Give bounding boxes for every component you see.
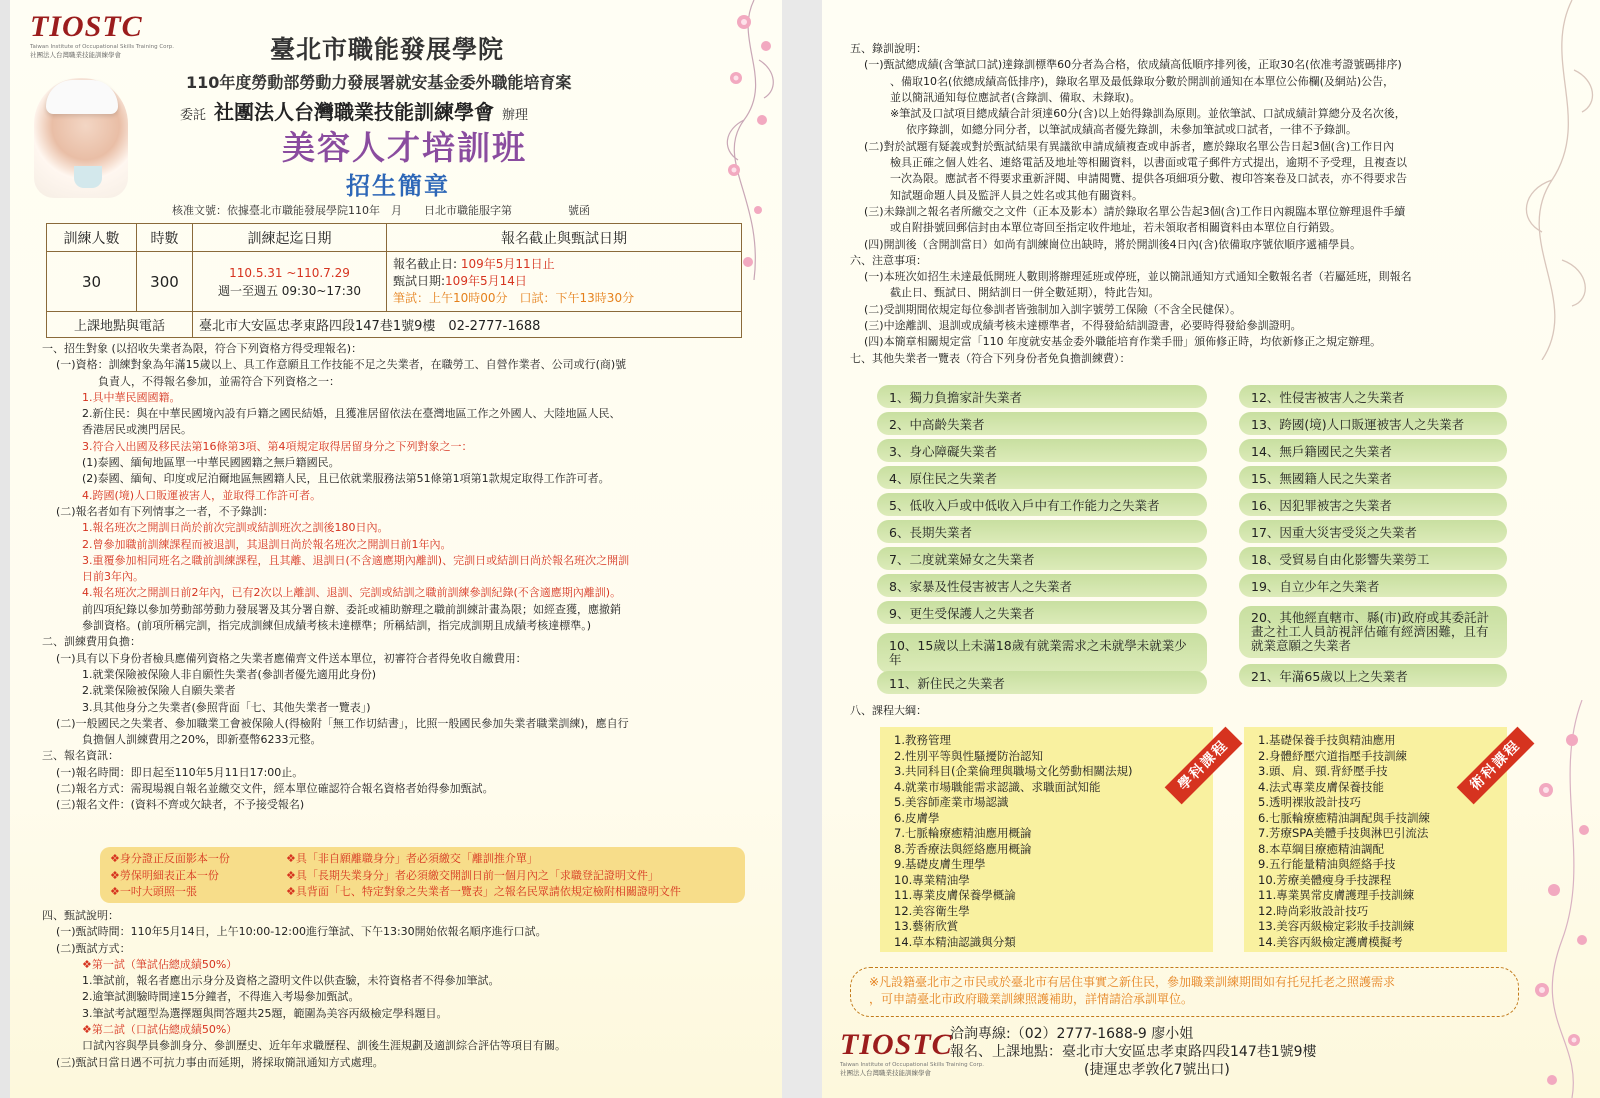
text-line: (四)開訓後（含開訓當日）如尚有訓練崗位出缺時，將於開訓後4日內(含)依備取序號依順序遞補學員。: [864, 237, 1362, 251]
required-document-item: ❖勞保明細表正本一份: [110, 868, 219, 882]
note-line-2: ，可申請臺北市政府職業訓練照護補助，詳情請洽承訓單位。: [869, 992, 1194, 1006]
practice-course-item: 10.芳療美體瘦身手技課程: [1258, 872, 1392, 887]
unemployed-item: 7、二度就業婦女之失業者: [877, 547, 1207, 570]
practice-course-item: 1.基礎保養手技與精油應用: [1258, 733, 1396, 747]
required-documents-box: [100, 847, 745, 903]
practice-course-item: 8.本草綱目療癒精油調配: [1258, 841, 1384, 856]
childcare-note: [850, 967, 1519, 1017]
course-heading: 八、課程大綱：: [850, 704, 927, 717]
theory-course-item: 8.芳香療法與經絡應用概論: [894, 841, 1032, 856]
header-period: 訓練起迄日期: [193, 224, 387, 252]
text-line: 前四項紀錄以參加勞動部勞動力發展署及其分署自辦、委託或補助辦理之職前訓練計畫為限；如經查獲，應撤銷: [82, 602, 621, 616]
text-line: 2.逾筆試測驗時間達15分鐘者，不得進入考場參加甄試。: [82, 990, 360, 1004]
text-line: 3.筆試考試題型為選擇題與問答題共25題，範圍為美容丙級檢定學科題目。: [82, 1006, 448, 1020]
text-line: 口試內容與學員參訓身分、參訓歷史、近年年求職歷程、訓後生涯規劃及適訓綜合評估等項目有關。: [82, 1039, 566, 1053]
exam-label: 甄試日期:: [393, 274, 446, 288]
theory-course-item: 3.共同科目(企業倫理與職場文化勞動相關法規): [894, 764, 1133, 778]
text-line: 2.就業保險被保險人自願失業者: [82, 684, 236, 698]
approval-text: 核准文號：依據臺北市職能發展學院110年 月 日北市職能服字第: [172, 204, 512, 217]
logo-mark: TIOSTC: [30, 10, 143, 43]
text-line: (一)甄試時間：110年5月14日，上午10:00-12:00進行筆試、下午13:30開始依報名順序進行口試。: [56, 925, 547, 939]
period-dates: 110.5.31 ~110.7.29: [229, 265, 350, 280]
training-period: [193, 252, 387, 312]
text-line: 日前3年內。: [82, 570, 144, 584]
text-line: 負責人，不得報名參加，並需符合下列資格之一：: [98, 374, 340, 388]
theory-course-item: 2.性別平等與性騷擾防治認知: [894, 748, 1043, 763]
approval-suffix: 號函: [568, 204, 590, 217]
left-body-text: [42, 341, 629, 814]
practice-course-item: 9.五行能量精油與經絡手技: [1258, 857, 1396, 871]
logo-english: Taiwan Institute of Occupational Skills Training Corp.: [30, 44, 175, 50]
text-line: 3.具其他身分之失業者(參照背面「七、其他失業者一覽表」): [82, 700, 371, 714]
program-title: 110年度勞動部勞動力發展署就安基金委外職能培育案: [186, 73, 572, 92]
text-line: 1.筆試前，報名者應出示身分及資格之證明文件以供查驗，未符資格者不得參加筆試。: [82, 974, 500, 988]
theory-ribbon: [1162, 735, 1232, 805]
text-line: ❖第二試（口試佔總成績50%）: [82, 1023, 238, 1037]
right-body-text: [850, 41, 1412, 367]
institute-title: 臺北市職能發展學院: [270, 35, 505, 64]
tiostc-logo: [30, 12, 174, 59]
theory-course-item: 6.皮膚學: [894, 810, 940, 825]
page-divider: [782, 0, 822, 1098]
text-line: (1)泰國、緬甸地區單一中華民國國籍之無戶籍國民。: [82, 456, 340, 470]
text-line: 或自附掛號回郵信封由本單位寄回至指定收件地址，若未領取者相關資料由本單位自行銷毀。: [890, 221, 1341, 235]
required-document-item: ❖身分證正反面影本一份: [110, 852, 230, 865]
floral-decoration-right: [1512, 0, 1600, 360]
text-line: 三、報名資訊：: [42, 749, 119, 763]
hour-count: 300: [137, 252, 193, 312]
text-line: (二)甄試方式：: [56, 941, 131, 955]
training-info-table: [46, 223, 742, 338]
exam-value: 109年5月14日: [445, 274, 527, 288]
text-line: (二)對於試題有疑義或對於甄試結果有異議欲申請成績複查或申訴者，應於錄取名單公告日起3個(含)工作日內: [864, 139, 1395, 153]
commission-org: 社團法人台灣職業技能訓練學會: [214, 100, 495, 124]
text-line: 四、甄試說明：: [42, 909, 119, 922]
practice-course-item: 13.美容丙級檢定彩妝手技訓練: [1258, 919, 1415, 933]
text-line: 2.新住民：與在中華民國境內設有戶籍之國民結婚，且獲准居留依法在臺灣地區工作之外國人、大陸地區人民、: [82, 407, 621, 421]
text-line: 並以簡訊通知每位應試者(含錄訓、備取、未錄取)。: [890, 90, 1141, 104]
text-line: 1.具中華民國國籍。: [82, 390, 181, 404]
practice-course-item: 7.芳療SPA美體手技與淋巴引流法: [1258, 826, 1429, 840]
class-title: 美容人才培訓班: [282, 128, 527, 167]
theory-course-item: 12.美容衛生學: [894, 903, 970, 918]
text-line: 4.報名班次之開訓日前2年內，已有2次以上離訓、退訓、完訓或結訓之職前訓練參訓紀錄(不含適應期內離訓)。: [82, 586, 622, 600]
logo-chinese: 社團法人台灣職業技能訓練學會: [30, 51, 121, 59]
trainee-count: 30: [47, 252, 137, 312]
model-photo: [34, 78, 128, 198]
logo-english: Taiwan Institute of Occupational Skills Training Corp.: [840, 1062, 985, 1068]
unemployed-item: 2、中高齡失業者: [877, 412, 1207, 435]
text-line: (二)受訓期間依規定每位參訓者皆強制加入訓字號勞工保險（不含全民健保）。: [864, 302, 1242, 316]
unemployed-item: 21、年滿65歲以上之失業者: [1239, 664, 1507, 687]
text-line: 一、招生對象 (以招收失業者為限，符合下列資格方得受理報名)：: [42, 342, 363, 355]
contact-info: [950, 1025, 1317, 1079]
practice-label: 術科課程: [1457, 727, 1535, 805]
text-line: 3.重覆參加相同班名之職前訓練課程，且其離、退訓日(不含適應期內離訓)、完訓日或結訓日尚於報名班次之開訓: [82, 553, 630, 567]
practice-course-item: 4.法式專業皮膚保養技能: [1258, 779, 1384, 794]
unemployed-item: 19、自立少年之失業者: [1239, 574, 1507, 597]
contact-phone: 洽詢專線:（02）2777-1688-9 廖小姐: [950, 1026, 1194, 1042]
deadline-label: 報名截止日:: [393, 257, 458, 271]
text-line: (二)報名者如有下列情事之一者，不予錄訓：: [56, 504, 274, 518]
commission-prefix: 委託: [180, 108, 207, 123]
text-line: 檢具正確之個人姓名、連絡電話及地址等相關資料，以書面或電子郵件方式提出，逾期不予受理，且複查以: [890, 156, 1407, 170]
brochure-title: 招生簡章: [346, 172, 450, 200]
text-line: 參訓資格。(前項所稱完訓，指完成訓練但成績考核未達標準；所稱結訓，指完成訓期且成績考核達標準。): [82, 619, 592, 633]
logo-mark: TIOSTC: [840, 1028, 953, 1061]
text-line: ❖第一試（筆試佔總成績50%）: [82, 957, 238, 971]
text-line: 3.符合入出國及移民法第16條第3項、第4項規定取得居留身分之下列對象之一：: [82, 439, 473, 453]
practice-course-item: 11.專業異常皮膚護理手技訓練: [1258, 888, 1415, 902]
unemployed-item: 20、其他經直轄市、縣(市)政府或其委託計畫之社工人員訪視評估確有經濟困難，且有就業意願之失業者: [1239, 606, 1507, 658]
approval-number: [172, 202, 590, 218]
text-line: (三)中途離訓、退訓或成績考核未達標準者，不得發給結訓證書，必要時得發給參訓證明。: [864, 319, 1302, 333]
unemployed-item: 12、性侵害被害人之失業者: [1239, 385, 1507, 408]
text-line: (四)本簡章相關規定當「110 年度就安基金委外職能培育作業手冊」頒佈修正時，均依新修正之規定辦理。: [864, 335, 1382, 349]
practice-course-item: 6.七脈輪療癒精油調配與手技訓練: [1258, 810, 1430, 825]
unemployed-item: 14、無戶籍國民之失業者: [1239, 439, 1507, 462]
unemployed-item: 16、因犯罪被害之失業者: [1239, 493, 1507, 516]
theory-course-item: 5.美容師產業市場認識: [894, 795, 1009, 809]
text-line: 一次為限。應試者不得要求重新評閱、申請閱覽、提供各項細項分數、複印答案卷及口試表，亦不得要求告: [890, 172, 1407, 186]
unemployed-item: 18、受貿易自由化影響失業勞工: [1239, 547, 1507, 570]
text-line: 2.曾參加職前訓練課程而被退訓，其退訓日尚於報名班次之開訓日前1年內。: [82, 537, 452, 551]
practice-course-item: 5.透明裸妝設計技巧: [1258, 795, 1361, 809]
text-line: (2)泰國、緬甸、印度或尼泊爾地區無國籍人民，且已依就業服務法第51條第1項第1款規定取得工作許可者。: [82, 472, 610, 486]
required-document-item: ❖具背面「七、特定對象之失業者一覽表」之報名民眾請依規定檢附相關證明文件: [286, 885, 681, 898]
theory-course-item: 1.教務管理: [894, 733, 951, 747]
floral-decoration-bottom: [1512, 700, 1600, 1098]
text-line: 依序錄訓，如總分同分者，以筆試成績高者優先錄訓，未參加筆試或口試者，一律不予錄訓。: [906, 123, 1357, 137]
header-deadline: 報名截止與甄試日期: [387, 224, 742, 252]
text-line: (二)一般國民之失業者、參加職業工會被保險人(得檢附「無工作切結書」，比照一般國民參加失業者職業訓練)，應自行: [56, 716, 629, 730]
theory-course-item: 7.七脈輪療癒精油應用概論: [894, 826, 1032, 840]
theory-course-item: 13.藝術欣賞: [894, 919, 959, 933]
unemployed-item: 11、新住民之失業者: [877, 671, 1207, 694]
location-value: 臺北市大安區忠孝東路四段147巷1號9樓 02-2777-1688: [193, 312, 742, 338]
text-line: (一)報名時間：即日起至110年5月11日17:00止。: [56, 765, 304, 779]
text-line: (三)報名文件：(資料不齊或欠缺者，不予接受報名): [56, 798, 305, 812]
text-line: (三)甄試日當日遇不可抗力事由而延期，將採取簡訊通知方式處理。: [56, 1055, 384, 1069]
unemployed-item: 5、低收入戶或中低收入戶中有工作能力之失業者: [877, 493, 1207, 516]
unemployed-item: 15、無國籍人民之失業者: [1239, 466, 1507, 489]
text-line: 4.跨國(境)人口販運被害人，並取得工作許可者。: [82, 488, 322, 502]
text-line: 二、訓練費用負擔：: [42, 635, 141, 649]
location-label: 上課地點與電話: [47, 312, 193, 338]
note-line-1: ※凡設籍臺北市之市民或於臺北市有居住事實之新住民，參加職業訓練期間如有托兒托老之照護需求: [869, 975, 1396, 989]
theory-course-item: 14.草本精油認識與分類: [894, 934, 1016, 949]
required-document-item: ❖一吋大頭照一張: [110, 885, 197, 898]
text-line: 五、錄訓說明：: [850, 42, 927, 55]
left-page: [10, 0, 782, 1098]
unemployed-item: 3、身心障礙失業者: [877, 439, 1207, 462]
unemployed-item: 6、長期失業者: [877, 520, 1207, 543]
text-line: 六、注意事項：: [850, 253, 927, 267]
theory-course-item: 9.基礎皮膚生理學: [894, 857, 986, 871]
exam-times: 筆試：上午10時00分 口試：下午13時30分: [393, 291, 635, 305]
commission-line: [180, 96, 528, 125]
practice-course-item: 2.身體紓壓穴道指壓手技訓練: [1258, 748, 1407, 763]
required-document-item: ❖具「非自願離職身分」者必須繳交「離訓推介單」: [286, 852, 538, 865]
text-line: 、備取10名(依總成績高低排序)，錄取名單及最低錄取分數於開訓前通知在本單位公佈欄(及網站)公告，: [890, 74, 1395, 88]
text-line: 截止日、甄試日、開結訓日一併全數延期），特此告知。: [890, 286, 1160, 300]
required-document-item: ❖具「長期失業身分」者必須繳交開訓日前一個月內之「求職登記證明文件」: [286, 868, 659, 882]
practice-course-item: 14.美容丙級檢定護膚模擬考: [1258, 934, 1403, 949]
theory-course-item: 10.專業精油學: [894, 872, 970, 887]
theory-course-item: 4.就業市場職能需求認識、求職面試知能: [894, 779, 1101, 794]
theory-course-item: 11.專業皮膚保養學概論: [894, 888, 1016, 902]
contact-mrt: (捷運忠孝敦化7號出口): [1084, 1062, 1230, 1078]
right-page: [822, 0, 1600, 1098]
deadline-cell: [387, 252, 742, 312]
unemployed-item: 4、原住民之失業者: [877, 466, 1207, 489]
logo-chinese: 社團法人台灣職業技能訓練學會: [840, 1069, 931, 1077]
unemployed-item: 10、15歲以上未滿18歲有就業需求之未就學未就業少年: [877, 633, 1207, 673]
text-line: (一)本班次如招生未達最低開班人數則將辦理延班或停班，並以簡訊通知方式通知全數報名者（若屬延班，則報名: [864, 270, 1412, 284]
deadline-value: 109年5月11日止: [460, 257, 555, 271]
text-line: (三)未錄訓之報名者所繳交之文件（正本及影本）請於錄取名單公告起3個(含)工作日內親臨本單位辦理退件手續: [864, 204, 1406, 218]
text-line: (一)具有以下身份者檢具應備列資格之失業者應備齊文件送本單位，初審符合者得免收自繳費用：: [56, 651, 527, 665]
text-line: 負擔個人訓練費用之20%，即新臺幣6233元整。: [82, 733, 322, 747]
unemployed-item: 13、跨國(境)人口販運被害人之失業者: [1239, 412, 1507, 435]
text-line: 香港居民或澳門居民。: [82, 423, 192, 437]
unemployed-item: 1、獨力負擔家計失業者: [877, 385, 1207, 408]
practice-ribbon: [1454, 735, 1524, 805]
text-line: 知試題命題人員及監評人員之姓名或其他有關資料。: [890, 188, 1143, 202]
theory-label: 學科課程: [1165, 727, 1243, 805]
text-line: 1.報名班次之開訓日尚於前次完訓或結訓班次之訓後180日內。: [82, 521, 389, 535]
header-hours: 時數: [137, 224, 193, 252]
unemployed-item: 9、更生受保護人之失業者: [877, 601, 1207, 624]
text-line: 七、其他失業者一覽表（符合下列身份者免負擔訓練費）：: [850, 351, 1131, 365]
text-line: 1.就業保險被保險人非自願性失業者(參訓者優先適用此身份): [82, 667, 377, 681]
text-line: (一)甄試總成績(含筆試口試)達錄訓標準60分者為合格，依成績高低順序排列後，正取30名(依准考證號碼排序): [864, 58, 1402, 72]
text-line: (二)報名方式：需現場親自報名並繳交文件，經本單位確認符合報名資格者始得參加甄試。: [56, 782, 494, 796]
unemployed-item: 8、家暴及性侵害被害人之失業者: [877, 574, 1207, 597]
practice-course-item: 12.時尚彩妝設計技巧: [1258, 903, 1369, 918]
unemployed-item: 17、因重大災害受災之失業者: [1239, 520, 1507, 543]
exam-section: [42, 908, 566, 1071]
header-trainees: 訓練人數: [47, 224, 137, 252]
commission-suffix: 辦理: [502, 108, 529, 123]
contact-address: 報名、上課地點：臺北市大安區忠孝東路四段147巷1號9樓: [950, 1044, 1317, 1060]
text-line: (一)資格：訓練對象為年滿15歲以上、具工作意願且工作技能不足之失業者，在職勞工、自營作業者、公司或行(商)號: [56, 358, 627, 372]
period-schedule: 週一至週五 09:30~17:30: [217, 283, 362, 298]
practice-course-item: 3.頭、肩、頸.背紓壓手技: [1258, 764, 1388, 778]
text-line: ※筆試及口試項目總成績合計須達60分(含)以上始得錄訓為原則。並依筆試、口試成績計算總分及名次後，: [890, 107, 1406, 121]
